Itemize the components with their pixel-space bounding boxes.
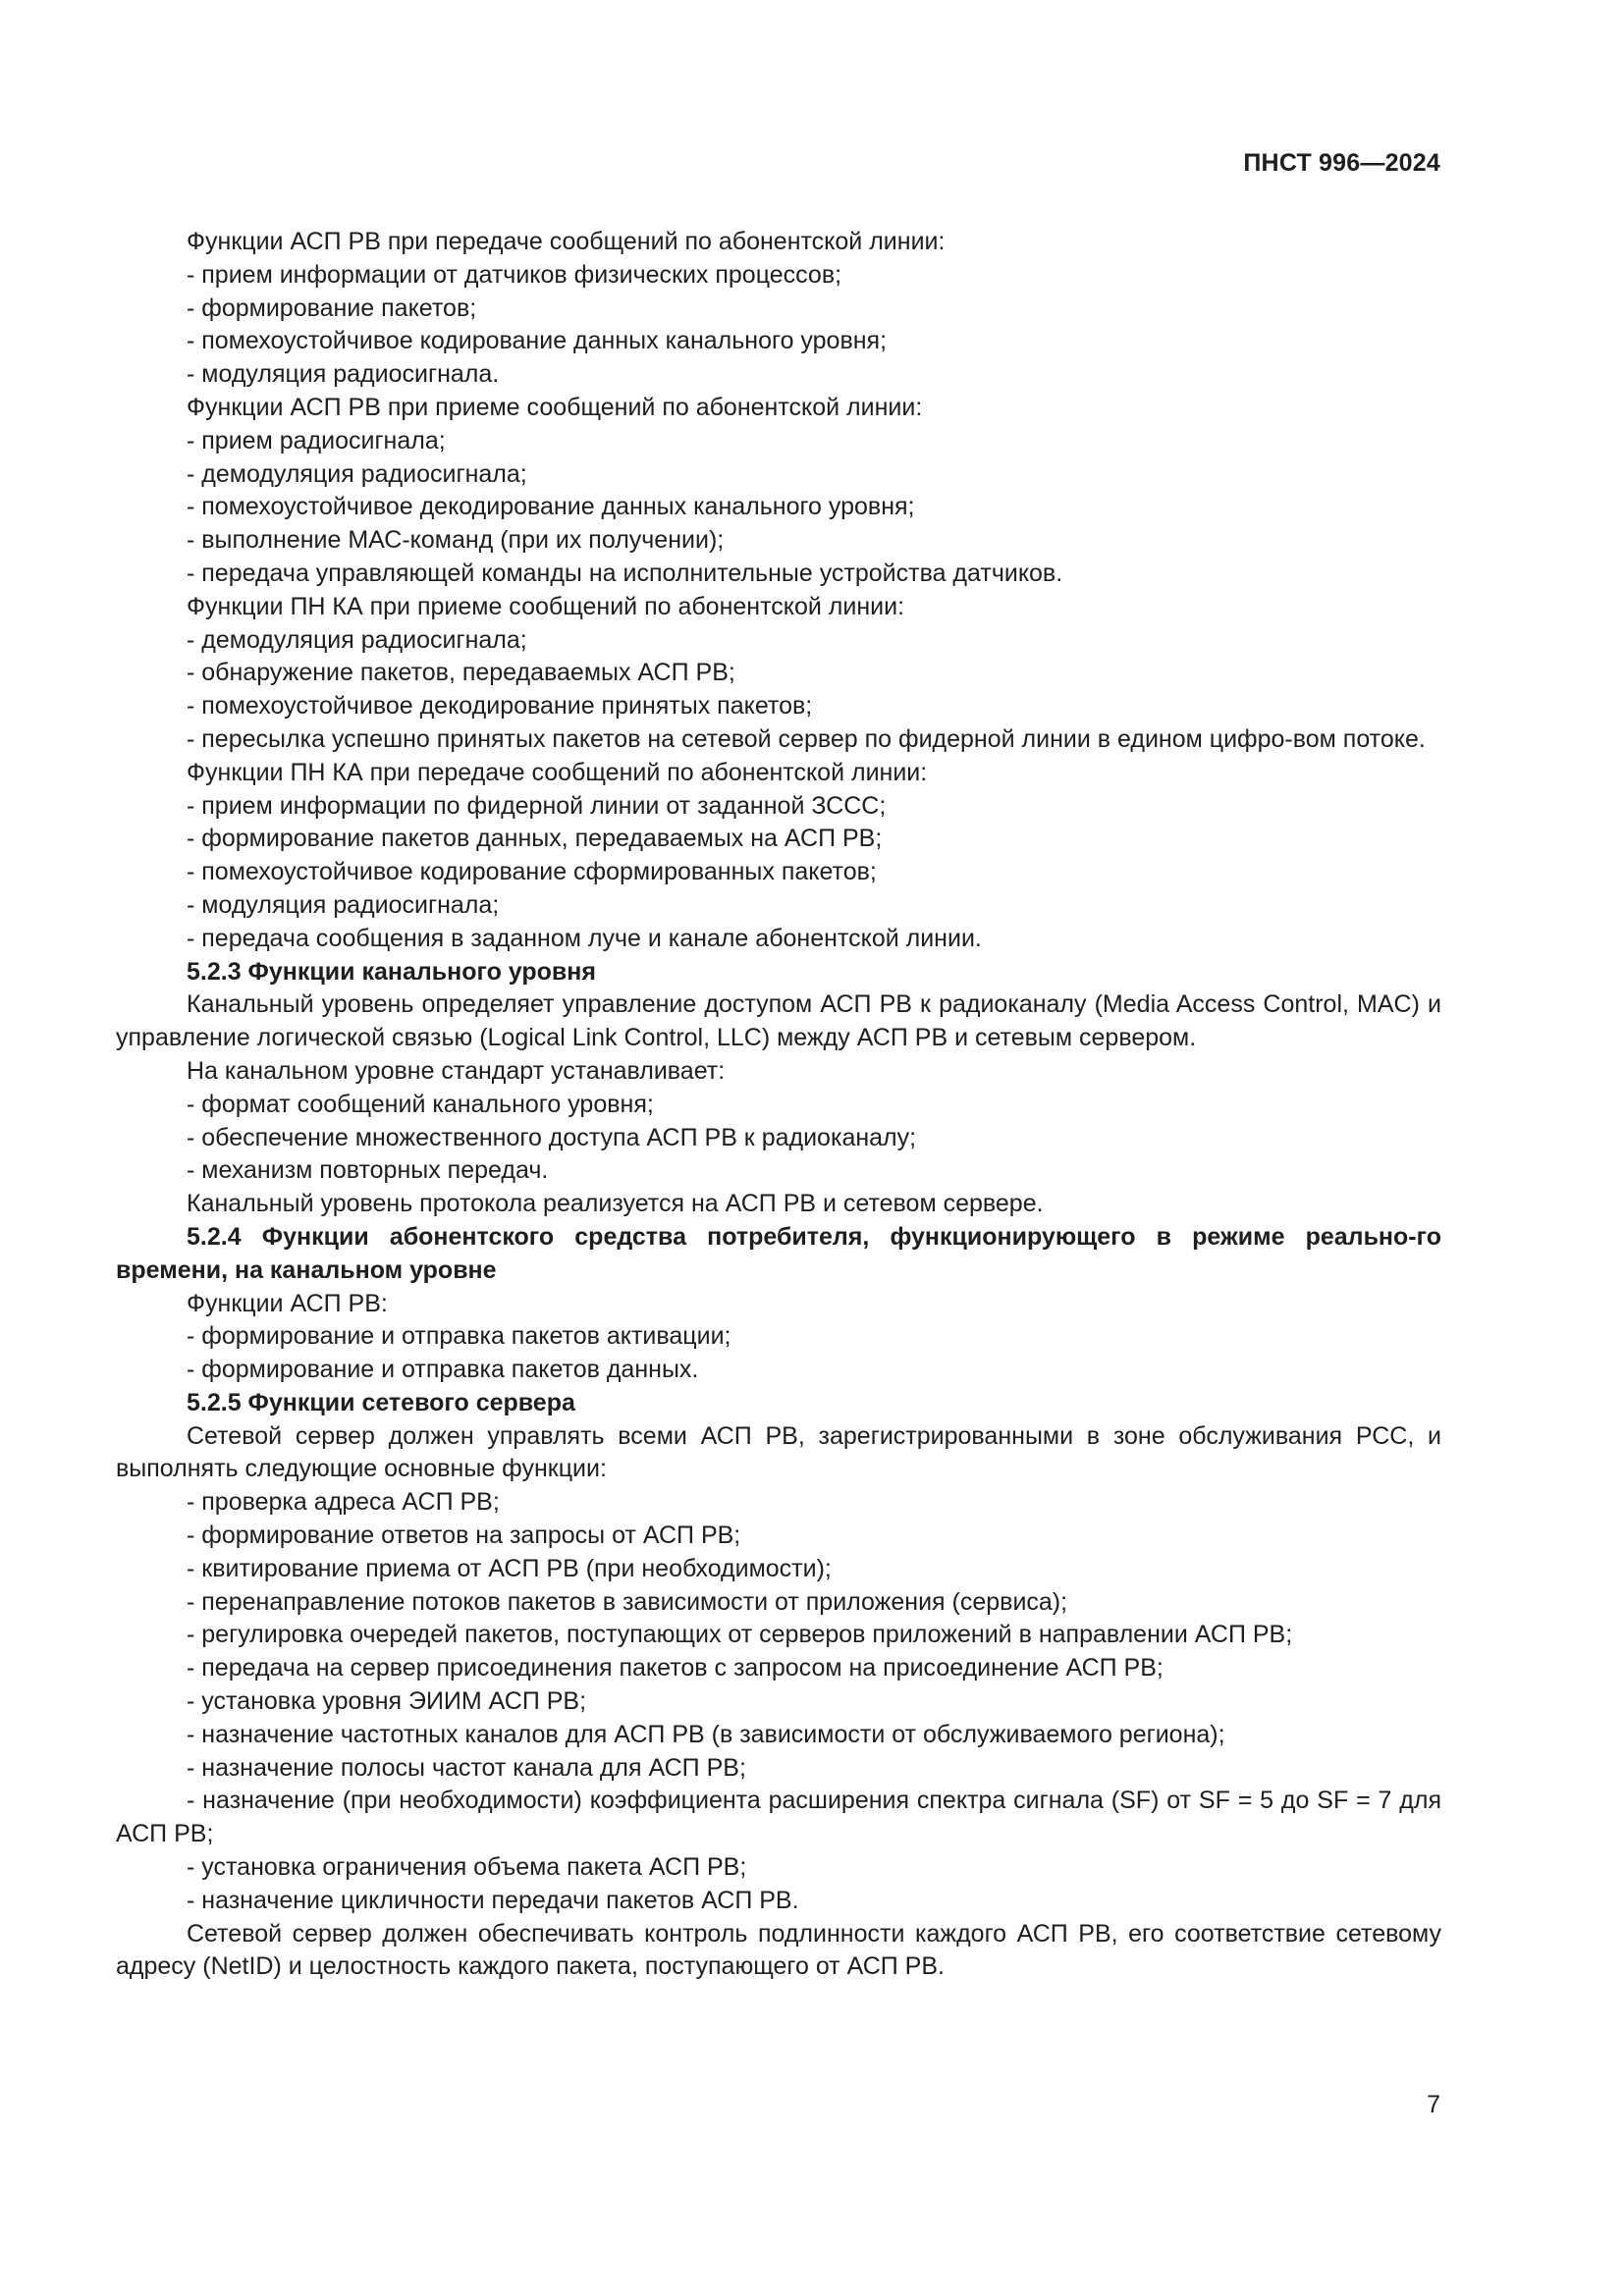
list-item: - установка ограничения объема пакета АСП РВ; [187, 1853, 747, 1882]
list-item: - формирование и отправка пакетов данных. [187, 1356, 699, 1384]
list-item: - проверка адреса АСП РВ; [187, 1488, 500, 1517]
section-heading: 5.2.3 Функции канального уровня [187, 957, 596, 986]
list-item: - помехоустойчивое декодирование данных канального уровня; [187, 493, 915, 521]
list-item: - формат сообщений канального уровня; [187, 1090, 654, 1118]
paragraph: Сетевой сервер должен обеспечивать контроль подлинности каждого АСП РВ, его соответствие сетевому адресу (NetID) и целостность каждого пакета, поступающего от АСП РВ. [116, 1919, 1441, 1981]
document-code: ПНСТ 996—2024 [1243, 149, 1440, 177]
list-item: - передача на сервер присоединения пакетов с запросом на присоединение АСП РВ; [187, 1654, 1164, 1682]
list-item: - механизм повторных передач. [187, 1156, 549, 1185]
list-item: - помехоустойчивое кодирование сформированных пакетов; [187, 858, 877, 886]
list-item: - выполнение МАС-команд (при их получении); [187, 526, 725, 555]
list-item: - перенаправление потоков пакетов в зависимости от приложения (сервиса); [187, 1587, 1068, 1616]
paragraph: Канальный уровень протокола реализуется на АСП РВ и сетевом сервере. [187, 1190, 1044, 1218]
list-item: - назначение (при необходимости) коэффициента расширения спектра сигнала (SF) от SF = 5 до SF = 7 для АСП РВ; [116, 1787, 1441, 1848]
list-item: - обнаружение пакетов, передаваемых АСП РВ; [187, 659, 735, 687]
section-heading: 5.2.5 Функции сетевого сервера [187, 1388, 575, 1416]
list-item: - передача управляющей команды на исполнительные устройства датчиков. [187, 559, 1063, 587]
list-item: - передача сообщения в заданном луче и канале абонентской линии. [187, 924, 982, 952]
list-item: - формирование и отправка пакетов активации; [187, 1322, 731, 1351]
list-item: - помехоустойчивое кодирование данных канального уровня; [187, 327, 888, 355]
section-heading: 5.2.4 Функции абонентского средства потребителя, функционирующего в режиме реально-го времени, на канальном уровне [116, 1222, 1441, 1284]
list-item: - формирование ответов на запросы от АСП РВ; [187, 1522, 741, 1550]
list-item: - регулировка очередей пакетов, поступающих от серверов приложений в направлении АСП РВ; [187, 1621, 1293, 1649]
paragraph: Сетевой сервер должен управлять всеми АСП РВ, зарегистрированными в зоне обслуживания РСС, и выполнять следующие основные функции: [116, 1421, 1441, 1483]
list-item: - модуляция радиосигнала; [187, 890, 500, 919]
list-item: - помехоустойчивое декодирование принятых пакетов; [187, 692, 813, 721]
paragraph: Функции АСП РВ при приеме сообщений по абонентской линии: [187, 393, 923, 421]
list-item: - формирование пакетов; [187, 294, 477, 322]
list-item: - квитирование приема от АСП РВ (при необходимости); [187, 1554, 832, 1582]
paragraph: На канальном уровне стандарт устанавливает: [187, 1056, 726, 1085]
paragraph: Функции АСП РВ при передаче сообщений по абонентской линии: [187, 228, 946, 255]
list-item: - назначение частотных каналов для АСП РВ (в зависимости от обслуживаемого региона); [187, 1720, 1225, 1748]
list-item: - прием информации по фидерной линии от заданной ЗССС; [187, 791, 887, 820]
paragraph: Функции ПН КА при приеме сообщений по абонентской линии: [187, 592, 905, 620]
paragraph: Функции АСП РВ: [187, 1289, 388, 1317]
list-item: - демодуляция радиосигнала; [187, 459, 527, 488]
list-item: - модуляция радиосигнала. [187, 360, 500, 389]
paragraph: Канальный уровень определяет управление доступом АСП РВ к радиоканалу (Media Access Control, MAC) и управление логической связью (Logical Link Control, LLC) между АСП РВ и сетевым сервером. [116, 990, 1441, 1052]
document-body [116, 226, 1441, 1984]
list-item: - обеспечение множественного доступа АСП РВ к радиоканалу; [187, 1123, 917, 1151]
list-item: - демодуляция радиосигнала; [187, 625, 527, 654]
list-item: - прием информации от датчиков физических процессов; [187, 260, 842, 289]
list-item: - прием радиосигнала; [187, 426, 446, 454]
list-item: - формирование пакетов данных, передаваемых на АСП РВ; [187, 825, 883, 853]
page-number: 7 [1427, 2091, 1440, 2118]
list-item: - пересылка успешно принятых пакетов на сетевой сервер по фидерной линии в едином цифро-вом потоке. [187, 724, 1426, 753]
list-item: - назначение цикличности передачи пакетов АСП РВ. [187, 1886, 799, 1914]
paragraph: Функции ПН КА при передаче сообщений по абонентской линии: [187, 758, 928, 786]
list-item: - установка уровня ЭИИМ АСП РВ; [187, 1687, 587, 1716]
list-item: - назначение полосы частот канала для АСП РВ; [187, 1753, 746, 1782]
